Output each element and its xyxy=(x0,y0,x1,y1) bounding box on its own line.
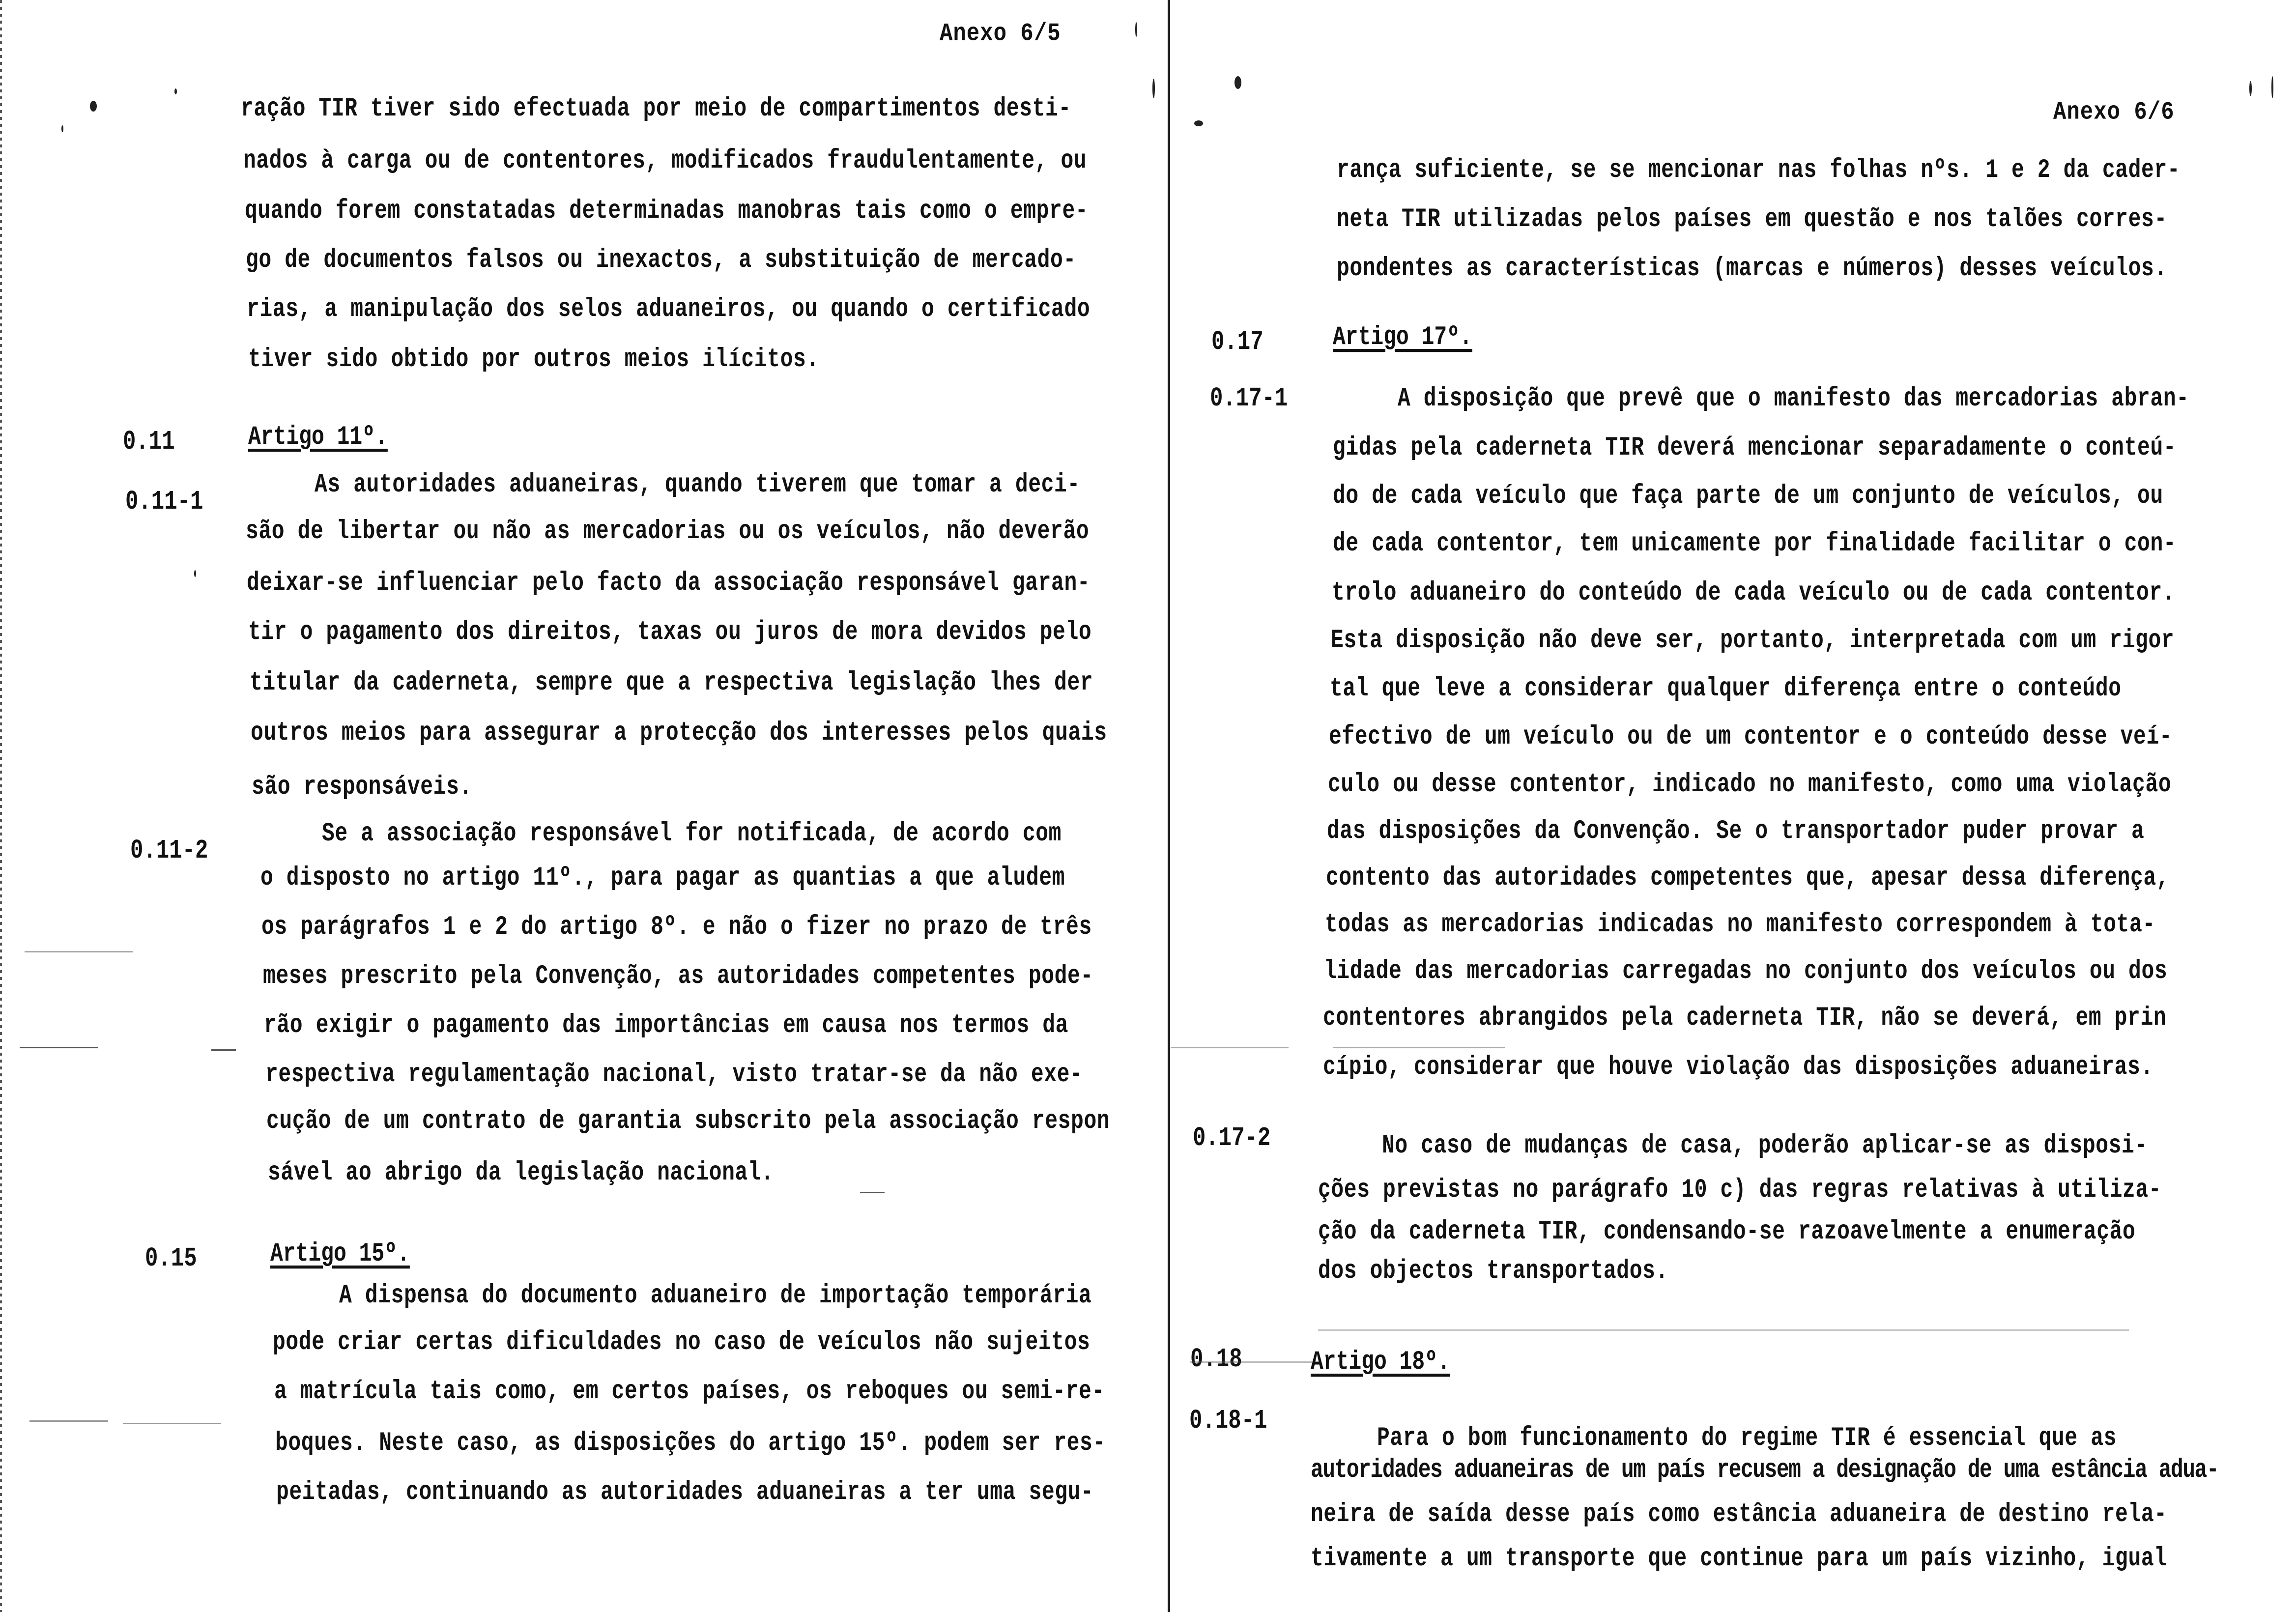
text-line: pondentes as características (marcas e números) desses veículos. xyxy=(1337,253,2167,284)
text-line: rão exigir o pagamento das importâncias em causa nos termos da xyxy=(264,1010,1069,1040)
text-line: dos objectos transportados. xyxy=(1318,1256,1668,1286)
text-line: tir o pagamento dos direitos, taxas ou juros de mora devidos pelo xyxy=(248,617,1092,647)
text-line: quando forem constatadas determinadas manobras tais como o empre- xyxy=(245,196,1089,226)
text-line: neira de saída desse país como estância aduaneira de destino rela- xyxy=(1311,1499,2167,1529)
text-line: do de cada veículo que faça parte de um conjunto de veículos, ou xyxy=(1333,481,2163,511)
text-line: efectivo de um veículo ou de um contentor e o conteúdo desse veí- xyxy=(1329,721,2173,752)
text-line: autoridades aduaneiras de um país recusem a designação de uma estância adua- xyxy=(1311,1455,2219,1485)
text-line: respectiva regulamentação nacional, visto tratar-se da não exe- xyxy=(265,1059,1083,1090)
scan-noise xyxy=(29,1420,108,1422)
text-line: ções previstas no parágrafo 10 c) das regras relativas à utiliza- xyxy=(1318,1175,2162,1205)
scan-noise xyxy=(25,951,133,952)
page-header: Anexo 6/6 xyxy=(2053,98,2175,127)
text-line: de cada contentor, tem unicamente por finalidade facilitar o con- xyxy=(1333,528,2177,559)
scan-noise xyxy=(211,1049,236,1051)
text-line: Esta disposição não deve ser, portanto, interpretada com um rigor xyxy=(1331,625,2175,656)
scan-speck xyxy=(194,570,196,577)
text-line: peitadas, continuando as autoridades aduaneiras a ter uma segu- xyxy=(276,1477,1094,1507)
section-title: Artigo 17º. xyxy=(1333,322,1472,352)
section-title: Artigo 18º. xyxy=(1311,1347,1450,1377)
text-line: são responsáveis. xyxy=(252,772,472,802)
text-line: A dispensa do documento aduaneiro de importação temporária xyxy=(339,1280,1092,1311)
text-line: culo ou desse contentor, indicado no manifesto, como uma violação xyxy=(1328,769,2172,800)
text-line: titular da caderneta, sempre que a respectiva legislação lhes der xyxy=(250,667,1093,698)
paragraph-number: 0.11-1 xyxy=(125,487,203,518)
scan-noise xyxy=(20,1047,98,1048)
scan-speck xyxy=(1152,79,1155,98)
scan-noise xyxy=(123,1423,221,1424)
page-header: Anexo 6/5 xyxy=(940,20,1061,48)
scan-noise xyxy=(860,1192,885,1193)
text-line: a matrícula tais como, em certos países, os reboques ou semi-re- xyxy=(274,1376,1105,1407)
text-line: As autoridades aduaneiras, quando tiverem que tomar a deci- xyxy=(315,469,1080,500)
scan-speck xyxy=(2271,76,2273,98)
text-line: outros meios para assegurar a protecção dos interesses pelos quais xyxy=(251,718,1107,748)
section-title: Artigo 15º. xyxy=(270,1238,410,1269)
paragraph-number: 0.17-2 xyxy=(1193,1123,1271,1154)
scan-speck xyxy=(2249,81,2252,96)
text-line: das disposições da Convenção. Se o transportador puder provar a xyxy=(1327,816,2145,846)
scan-speck xyxy=(1194,120,1203,126)
scan-speck xyxy=(1234,76,1241,89)
text-line: tal que leve a considerar qualquer diferença entre o conteúdo xyxy=(1330,673,2122,704)
scan-noise xyxy=(1318,1329,2129,1331)
paragraph-number: 0.17-1 xyxy=(1210,383,1288,414)
section-number: 0.15 xyxy=(145,1243,197,1274)
scan-noise xyxy=(1190,1361,1313,1363)
paragraph-number: 0.11-2 xyxy=(130,835,208,866)
text-line: rias, a manipulação dos selos aduaneiros, ou quando o certificado xyxy=(247,294,1091,324)
scan-noise xyxy=(1171,1047,1289,1048)
scan-speck xyxy=(90,101,97,112)
right-page xyxy=(1171,0,2296,1612)
text-line: No caso de mudanças de casa, poderão aplicar-se as disposi- xyxy=(1382,1130,2148,1161)
text-line: tiver sido obtido por outros meios ilícitos. xyxy=(248,344,819,374)
scan-speck xyxy=(1135,22,1137,37)
text-line: todas as mercadorias indicadas no manifesto correspondem à tota- xyxy=(1325,909,2155,940)
section-number: 0.17 xyxy=(1211,327,1263,358)
text-line: sável ao abrigo da legislação nacional. xyxy=(268,1157,774,1188)
section-number: 0.11 xyxy=(123,427,175,458)
text-line: neta TIR utilizadas pelos países em questão e nos talões corres- xyxy=(1337,204,2167,234)
scan-speck xyxy=(174,88,177,94)
text-line: A disposição que prevê que o manifesto das mercadorias abran- xyxy=(1398,383,2189,414)
text-line: ção da caderneta TIR, condensando-se razoavelmente a enumeração xyxy=(1318,1216,2136,1247)
text-line: rança suficiente, se se mencionar nas folhas nºs. 1 e 2 da cader- xyxy=(1337,155,2181,185)
text-line: Para o bom funcionamento do regime TIR é essencial que as xyxy=(1377,1423,2117,1453)
text-line: tivamente a um transporte que continue para um país vizinho, igual xyxy=(1311,1543,2167,1574)
text-line: são de libertar ou não as mercadorias ou os veículos, não deverão xyxy=(246,516,1090,547)
text-line: contentores abrangidos pela caderneta TIR, não se deverá, em prin xyxy=(1323,1003,2167,1033)
text-line: cução de um contrato de garantia subscrito pela associação respon xyxy=(266,1106,1110,1136)
text-line: gidas pela caderneta TIR deverá mencionar separadamente o conteú- xyxy=(1333,432,2177,463)
text-line: nados à carga ou de contentores, modificados fraudulentamente, ou xyxy=(243,145,1087,176)
section-title: Artigo 11º. xyxy=(248,422,388,452)
text-line: meses prescrito pela Convenção, as autoridades competentes pode- xyxy=(263,961,1093,991)
scan-noise xyxy=(1333,1047,1505,1048)
text-line: boques. Neste caso, as disposições do artigo 15º. podem ser res- xyxy=(275,1428,1106,1458)
paragraph-number: 0.18-1 xyxy=(1189,1406,1267,1437)
text-line: go de documentos falsos ou inexactos, a substituição de mercado- xyxy=(246,245,1076,275)
text-line: cípio, considerar que houve violação das disposições aduaneiras. xyxy=(1323,1052,2153,1082)
text-line: Se a associação responsável for notificada, de acordo com xyxy=(322,818,1062,849)
text-line: pode criar certas dificuldades no caso de veículos não sujeitos xyxy=(273,1327,1091,1357)
text-line: ração TIR tiver sido efectuada por meio de compartimentos desti- xyxy=(241,93,1071,124)
text-line: trolo aduaneiro do conteúdo de cada veículo ou de cada contentor. xyxy=(1332,577,2176,608)
text-line: lidade das mercadorias carregadas no conjunto dos veículos ou dos xyxy=(1324,956,2168,986)
text-line: os parágrafos 1 e 2 do artigo 8º. e não o fizer no prazo de três xyxy=(261,912,1092,942)
text-line: contento das autoridades competentes que, apesar dessa diferença, xyxy=(1326,863,2170,893)
text-line: o disposto no artigo 11º., para pagar as quantias a que aludem xyxy=(260,863,1065,893)
scan-speck xyxy=(61,125,63,132)
section-number: 0.18 xyxy=(1190,1344,1242,1375)
text-line: deixar-se influenciar pelo facto da associação responsável garan- xyxy=(247,568,1091,598)
